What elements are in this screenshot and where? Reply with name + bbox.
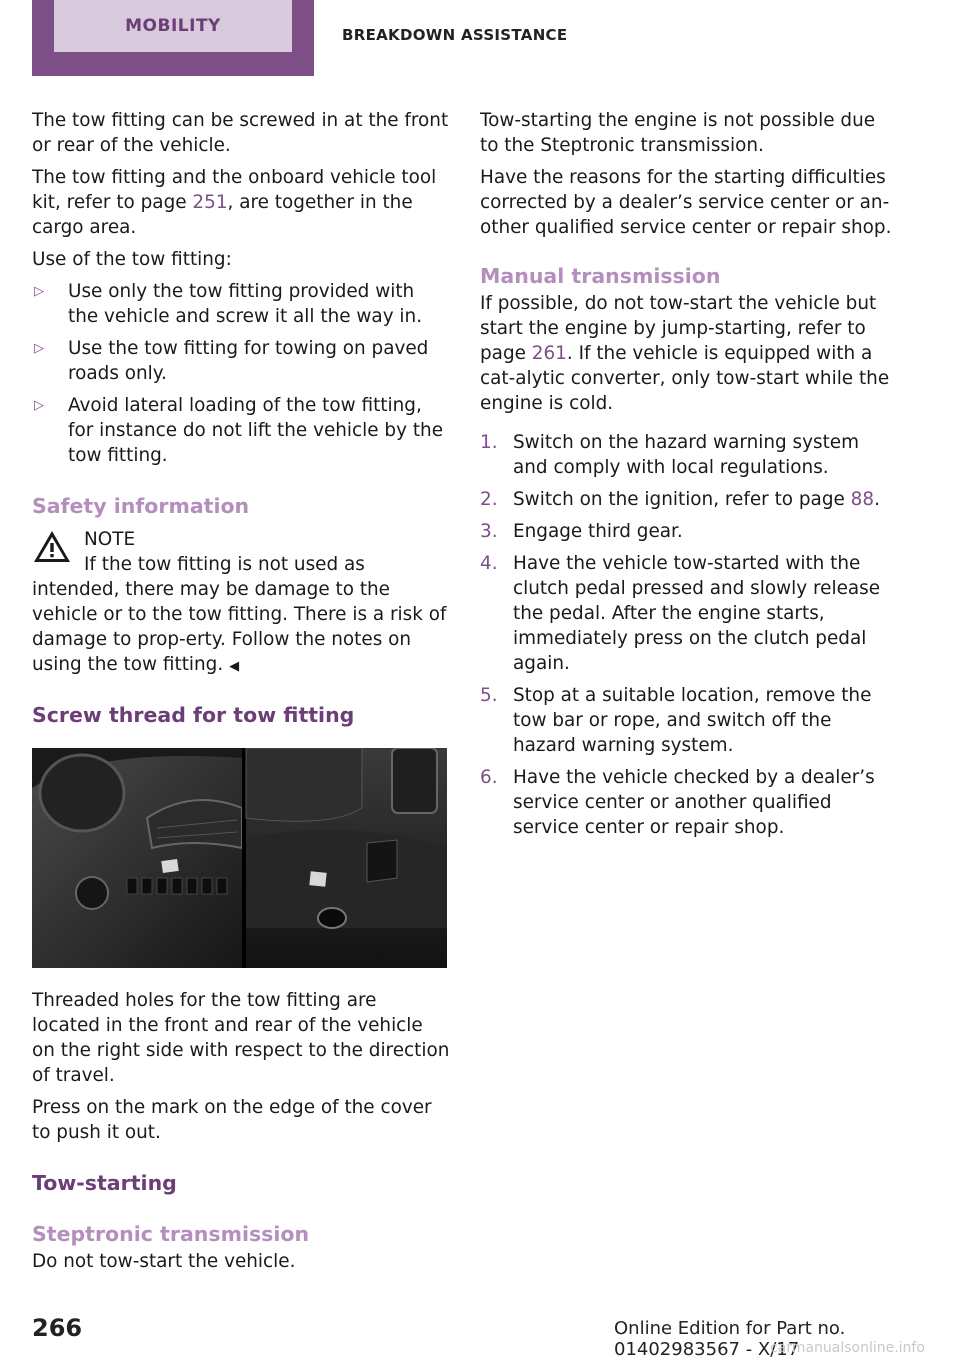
heading-screw-thread: Screw thread for tow fitting bbox=[32, 703, 355, 727]
text: The tow fitting and the onboard vehicle tool kit, refer to page bbox=[32, 167, 437, 213]
step-item bbox=[480, 519, 898, 544]
step-text: Have the vehicle tow-started with the clutch pedal pressed and slowly release the pedal. After the engine starts, immediately press on the clutch pedal again. bbox=[513, 553, 881, 674]
edition-info: Online Edition for Part no. 01402983567 - X/17 bbox=[614, 1318, 846, 1360]
paragraph: Do not tow-start the vehicle. bbox=[32, 1251, 296, 1272]
note-label: NOTE bbox=[84, 529, 136, 550]
vehicle-illustration bbox=[32, 748, 447, 968]
step-item bbox=[480, 683, 898, 758]
step-number: 6. bbox=[480, 767, 498, 788]
page-link-261[interactable]: 261 bbox=[531, 343, 567, 364]
note-box bbox=[32, 527, 450, 679]
page-number: 266 bbox=[32, 1314, 83, 1342]
step-item bbox=[480, 551, 898, 676]
heading-steptronic-transmission: Steptronic transmission bbox=[32, 1222, 310, 1246]
paragraph: Threaded holes for the tow fitting are located in the front and rear of the vehicle on the right side with respect to the direction of travel. bbox=[32, 990, 450, 1086]
step-text: Engage third gear. bbox=[513, 521, 683, 542]
step-number: 4. bbox=[480, 553, 498, 574]
bullet-triangle-icon: ▷ bbox=[34, 398, 44, 413]
list-item bbox=[32, 279, 450, 329]
end-marker-icon: ◀ bbox=[229, 659, 240, 674]
text: , are together in the cargo area. bbox=[32, 192, 413, 238]
paragraph bbox=[480, 291, 898, 416]
left-column bbox=[32, 108, 450, 1281]
text: . If the vehicle is equipped with a cat‐alytic converter, only tow-start while the engine is cold. bbox=[480, 343, 890, 414]
right-column bbox=[480, 108, 898, 847]
heading-manual-transmission: Manual transmission bbox=[480, 264, 721, 288]
list-item-text: Use only the tow fitting provided with the vehicle and screw it all the way in. bbox=[68, 281, 423, 327]
heading-safety-information: Safety information bbox=[32, 494, 250, 518]
text: If possible, do not tow-start the vehicle but start the engine by jump-starting, refer to page bbox=[480, 293, 877, 364]
page-link-251[interactable]: 251 bbox=[192, 192, 228, 213]
heading-tow-starting: Tow-starting bbox=[32, 1171, 177, 1195]
step-number: 5. bbox=[480, 685, 498, 706]
tab-mobility[interactable]: MOBILITY bbox=[54, 0, 292, 52]
step-number: 3. bbox=[480, 521, 498, 542]
step-text: Have the vehicle checked by a dealer’s service center or another qualified service center or repair shop. bbox=[513, 767, 875, 838]
warning-triangle-icon bbox=[32, 529, 72, 565]
step-item bbox=[480, 487, 898, 512]
paragraph bbox=[32, 165, 450, 240]
step-text bbox=[513, 487, 880, 512]
paragraph: The tow fitting can be screwed in at the front or rear of the vehicle. bbox=[32, 110, 449, 156]
list-item-text: Avoid lateral loading of the tow fitting, for instance do not lift the vehicle by the tow fitting. bbox=[68, 395, 444, 466]
paragraph: Have the reasons for the starting difficulties corrected by a dealer’s service center or an‐other qualified service center or repair shop. bbox=[480, 167, 892, 238]
tab-breakdown-assistance[interactable]: BREAKDOWN ASSISTANCE bbox=[342, 26, 568, 44]
step-text: Switch on the hazard warning system and comply with local regulations. bbox=[513, 432, 860, 478]
step-item bbox=[480, 430, 898, 480]
bullet-triangle-icon: ▷ bbox=[34, 341, 44, 356]
note-text bbox=[32, 552, 450, 679]
text: Switch on the ignition, refer to page bbox=[513, 489, 851, 510]
bullet-triangle-icon: ▷ bbox=[34, 284, 44, 299]
list-item-text: Use the tow fitting for towing on paved roads only. bbox=[68, 338, 429, 384]
text: If the tow fitting is not used as intended, there may be damage to the vehicle or to the tow fitting. There is a risk of damage to prop‐erty. Follow the notes on using the tow fitting. bbox=[32, 554, 447, 675]
list-item bbox=[32, 393, 450, 468]
tow-fitting-image bbox=[32, 748, 447, 968]
step-item bbox=[480, 765, 898, 840]
paragraph: Tow-starting the engine is not possible due to the Steptronic transmission. bbox=[480, 110, 876, 156]
paragraph: Press on the mark on the edge of the cover to push it out. bbox=[32, 1097, 432, 1143]
page-link-88[interactable]: 88 bbox=[850, 489, 875, 510]
text: . bbox=[874, 489, 880, 510]
step-number: 2. bbox=[480, 489, 498, 510]
step-number: 1. bbox=[480, 432, 498, 453]
watermark: carmanualsonline.info bbox=[770, 1340, 925, 1356]
step-text: Stop at a suitable location, remove the tow bar or rope, and switch off the hazard warning system. bbox=[513, 685, 872, 756]
paragraph: Use of the tow fitting: bbox=[32, 249, 232, 270]
list-item bbox=[32, 336, 450, 386]
